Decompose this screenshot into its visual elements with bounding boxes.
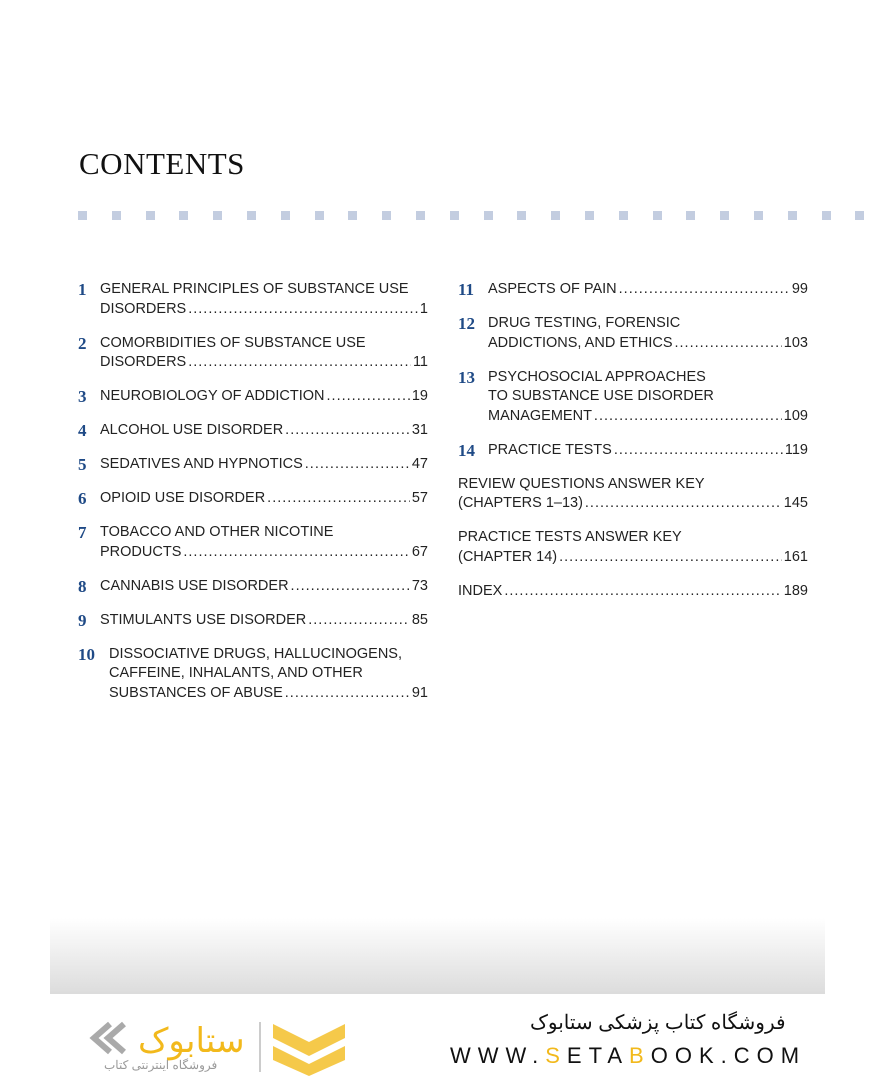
chapter-number: 9 <box>78 610 87 630</box>
page-number: 103 <box>783 334 808 351</box>
footer-shadow <box>50 918 825 994</box>
chapter-title: PRACTICE TESTS ANSWER KEY <box>458 529 682 545</box>
chapter-title: (CHAPTER 14) <box>458 548 558 565</box>
leader-dots <box>305 455 410 475</box>
toc-entry[interactable] <box>458 475 808 514</box>
page-number: 119 <box>784 441 808 458</box>
logo-text: ستابوک <box>138 1021 245 1061</box>
toc-entry[interactable] <box>78 421 428 441</box>
chapter-title: SUBSTANCES OF ABUSE <box>109 684 283 701</box>
divider-square <box>382 211 391 220</box>
leader-dots <box>285 684 410 704</box>
chapter-number: 6 <box>78 489 87 508</box>
leader-dots <box>504 582 781 602</box>
toc-entry[interactable] <box>458 314 808 353</box>
toc-entry[interactable] <box>78 489 428 509</box>
page-number: 57 <box>411 490 428 506</box>
page-number: 161 <box>783 548 808 565</box>
dotted-divider <box>78 211 876 221</box>
page-title: CONTENTS <box>79 146 245 181</box>
chapter-title: MANAGEMENT <box>488 407 592 424</box>
leader-dots <box>183 543 409 563</box>
chapter-title: PRODUCTS <box>100 543 182 560</box>
page-number: 91 <box>411 684 428 701</box>
chapter-number: 4 <box>78 421 87 440</box>
chapter-title: CAFFEINE, INHALANTS, AND OTHER <box>109 665 363 681</box>
leader-dots <box>585 494 782 514</box>
divider-square <box>78 211 87 220</box>
leader-dots <box>594 407 782 427</box>
store-url[interactable] <box>450 1043 806 1069</box>
toc-entry[interactable] <box>78 523 428 562</box>
chapter-title: DISORDERS <box>100 354 187 370</box>
toc-entry[interactable] <box>458 368 808 427</box>
divider-square <box>213 211 222 220</box>
chapter-title: COMORBIDITIES OF SUBSTANCE USE <box>100 334 366 351</box>
toc-entry[interactable] <box>458 280 808 300</box>
divider-square <box>146 211 155 220</box>
divider-square <box>585 211 594 220</box>
chapter-title: NEUROBIOLOGY OF ADDICTION <box>100 388 325 404</box>
url-part: WWW. <box>450 1043 546 1068</box>
divider-square <box>720 211 729 220</box>
chapter-title: REVIEW QUESTIONS ANSWER KEY <box>458 475 705 492</box>
divider-square <box>517 211 526 220</box>
page-number: 85 <box>411 611 428 628</box>
chapter-title: PSYCHOSOCIAL APPROACHES <box>488 368 706 385</box>
chapter-title: INDEX <box>458 582 503 599</box>
chapter-title: (CHAPTERS 1–13) <box>458 495 583 511</box>
chapter-title: TOBACCO AND OTHER NICOTINE <box>100 524 334 540</box>
divider-square <box>551 211 560 220</box>
toc-entry[interactable] <box>458 528 808 567</box>
divider-square <box>348 211 357 220</box>
page-number: 31 <box>411 422 428 438</box>
toc-entry[interactable] <box>458 582 808 602</box>
page-number: 47 <box>411 456 428 472</box>
divider-square <box>788 211 797 220</box>
divider-square <box>822 211 831 220</box>
divider-square <box>247 211 256 220</box>
leader-dots <box>188 353 411 373</box>
chapter-title: TO SUBSTANCE USE DISORDER <box>488 388 714 404</box>
divider-square <box>653 211 662 220</box>
leader-dots <box>619 280 790 300</box>
chapter-number: 10 <box>78 644 95 664</box>
toc-right-column <box>458 280 808 616</box>
divider-square <box>179 211 188 220</box>
leader-dots <box>308 611 410 631</box>
toc-entry[interactable] <box>78 387 428 407</box>
leader-dots <box>614 441 783 461</box>
page-number: 145 <box>783 495 808 511</box>
url-part: B <box>629 1043 651 1068</box>
store-name: فروشگاه کتاب پزشکی ستابوک <box>530 1012 786 1034</box>
chapter-title: DISORDERS <box>100 300 187 317</box>
page-number: 73 <box>411 577 428 594</box>
page-number: 1 <box>419 300 428 317</box>
chapter-number: 12 <box>458 314 475 333</box>
chapter-number: 3 <box>78 387 87 406</box>
chapter-number: 13 <box>458 367 475 387</box>
leader-dots <box>559 548 782 568</box>
page-number: 109 <box>783 407 808 424</box>
chapter-title: CANNABIS USE DISORDER <box>100 577 289 594</box>
leader-dots <box>188 300 418 320</box>
url-part: S <box>545 1043 567 1068</box>
toc-left-column <box>78 280 428 718</box>
page-number: 19 <box>411 388 428 404</box>
divider-square <box>315 211 324 220</box>
divider-square <box>855 211 864 220</box>
chapter-number: 14 <box>458 440 475 460</box>
toc-entry[interactable] <box>78 455 428 475</box>
chapter-title: GENERAL PRINCIPLES OF SUBSTANCE USE <box>100 281 409 297</box>
page-number: 99 <box>791 281 808 297</box>
chapter-title: PRACTICE TESTS <box>488 441 612 458</box>
chapter-title: DISSOCIATIVE DRUGS, HALLUCINOGENS, <box>109 645 403 662</box>
divider-square <box>450 211 459 220</box>
leader-dots <box>327 387 410 407</box>
toc-entry[interactable] <box>78 645 428 704</box>
leader-dots <box>285 421 410 441</box>
toc-entry[interactable] <box>78 334 428 373</box>
leader-dots <box>675 334 782 354</box>
divider-square <box>686 211 695 220</box>
toc-entry[interactable] <box>78 280 428 319</box>
page-number: 11 <box>412 354 428 370</box>
leader-dots <box>291 577 410 597</box>
divider-square <box>281 211 290 220</box>
logo-subtitle: فروشگاه اینترنتی کتاب <box>104 1058 218 1072</box>
divider-square <box>619 211 628 220</box>
chapter-title: SEDATIVES AND HYPNOTICS <box>100 456 303 472</box>
chapter-number: 8 <box>78 576 87 596</box>
chapter-title: DRUG TESTING, FORENSIC <box>488 315 681 331</box>
chapter-title: ADDICTIONS, AND ETHICS <box>488 334 673 351</box>
chapter-title: STIMULANTS USE DISORDER <box>100 611 307 628</box>
divider-square <box>484 211 493 220</box>
toc-entry[interactable] <box>78 577 428 597</box>
divider-square <box>112 211 121 220</box>
url-part: ETA <box>566 1043 630 1068</box>
chapter-title: ALCOHOL USE DISORDER <box>100 422 284 438</box>
chapter-title: OPIOID USE DISORDER <box>100 490 266 506</box>
chapter-number: 5 <box>78 455 87 474</box>
chapter-number: 2 <box>78 333 87 353</box>
toc-entry[interactable] <box>78 611 428 631</box>
chapter-title: ASPECTS OF PAIN <box>488 281 617 297</box>
chapter-number: 1 <box>78 280 87 299</box>
chapter-number: 7 <box>78 523 87 542</box>
url-part: OOK.COM <box>650 1043 807 1068</box>
divider-square <box>416 211 425 220</box>
divider-square <box>754 211 763 220</box>
page-number: 67 <box>411 543 428 560</box>
leader-dots <box>267 489 410 509</box>
chapter-number: 11 <box>458 280 475 299</box>
page-number: 189 <box>783 582 808 599</box>
toc-entry[interactable] <box>458 441 808 461</box>
